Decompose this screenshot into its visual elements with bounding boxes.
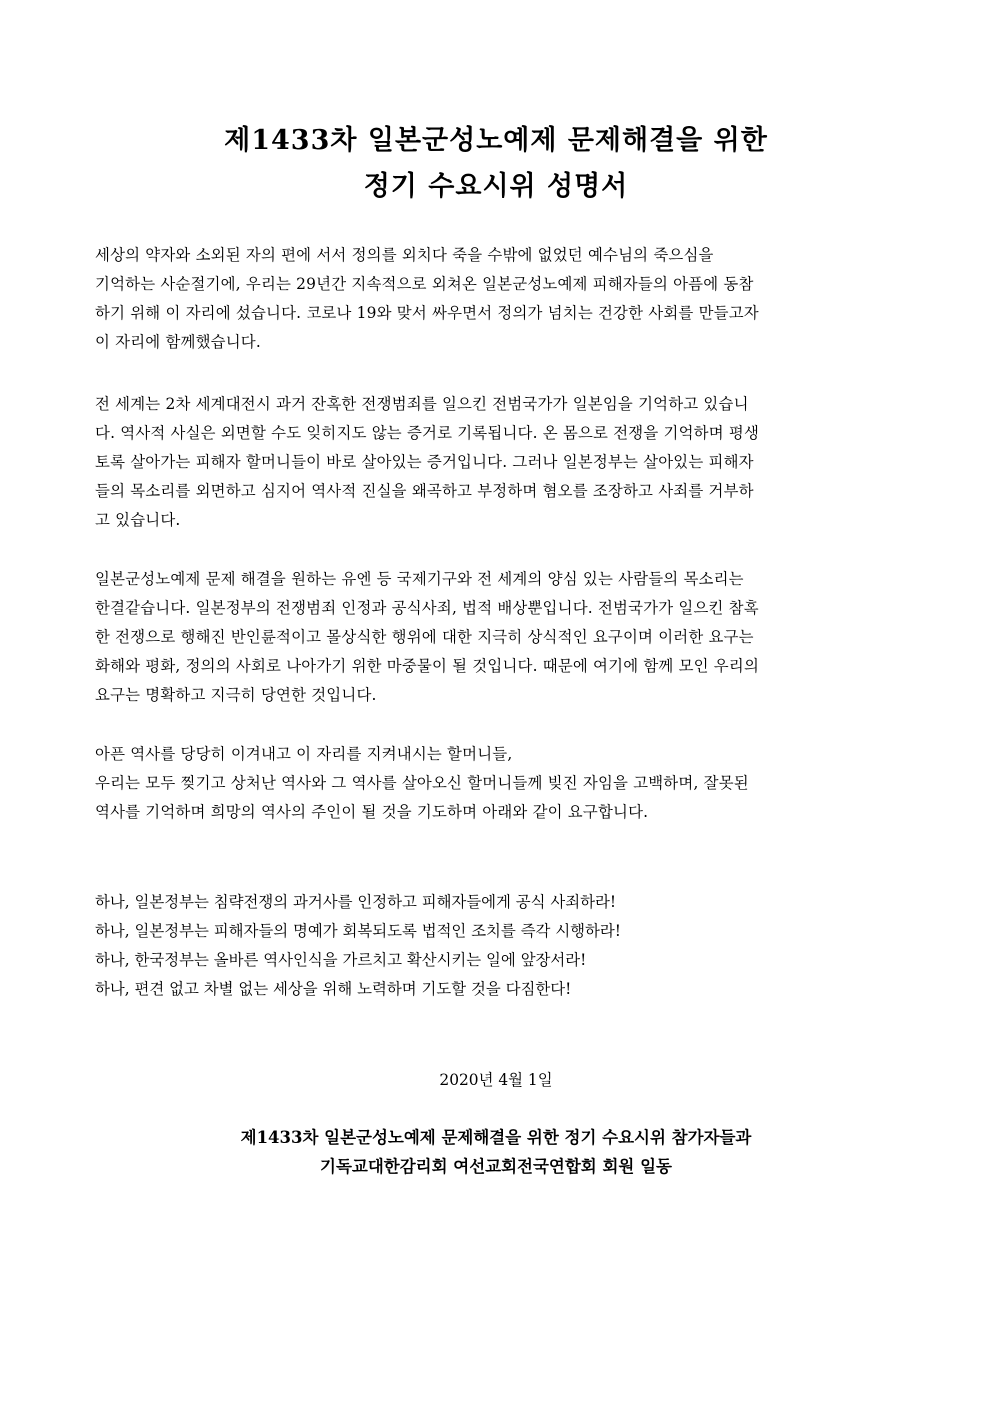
paragraph-line: 하기 위해 이 자리에 섰습니다. 코로나 19와 맞서 싸우면서 정의가 넘치는 건강한 사회를 만들고자 [95, 304, 759, 322]
paragraph-line: 다. 역사적 사실은 외면할 수도 잊히지도 않는 증거로 기록됩니다. 온 몸으로 전쟁을 기억하며 평생 [95, 424, 760, 442]
paragraph-line: 세상의 약자와 소외된 자의 편에 서서 정의를 외치다 죽을 수밖에 없었던 예수님의 죽으심을 [95, 246, 714, 264]
paragraph-3 [95, 565, 898, 710]
title-line-2: 정기 수요시위 성명서 [363, 171, 629, 202]
paragraph-line: 한결같습니다. 일본정부의 전쟁범죄 인정과 공식사죄, 법적 배상뿐입니다. 전범국가가 일으킨 참혹 [95, 599, 759, 617]
paragraph-line: 한 전쟁으로 행해진 반인륜적이고 몰상식한 행위에 대한 지극히 상식적인 요구이며 이러한 요구는 [95, 628, 754, 646]
paragraph-line: 일본군성노예제 문제 해결을 원하는 유엔 등 국제기구와 전 세계의 양심 있는 사람들의 목소리는 [95, 570, 744, 588]
demand-item: 하나, 편견 없고 차별 없는 세상을 위해 노력하며 기도할 것을 다짐한다! [95, 980, 572, 998]
paragraph-line: 토록 살아가는 피해자 할머니들이 바로 살아있는 증거입니다. 그러나 일본정부는 살아있는 피해자 [95, 453, 754, 471]
paragraph-line: 기억하는 사순절기에, 우리는 29년간 지속적으로 외쳐온 일본군성노예제 피해자들의 아픔에 동참 [95, 275, 754, 293]
paragraph-line: 전 세계는 2차 세계대전시 과거 잔혹한 전쟁범죄를 일으킨 전범국가가 일본임을 기억하고 있습니 [95, 395, 749, 413]
paragraph-line: 역사를 기억하며 희망의 역사의 주인이 될 것을 기도하며 아래와 같이 요구합니다. [95, 803, 649, 821]
paragraph-line: 우리는 모두 찢기고 상처난 역사와 그 역사를 살아오신 할머니들께 빚진 자임을 고백하며, 잘못된 [95, 774, 749, 792]
paragraph-line: 화해와 평화, 정의의 사회로 나아가기 위한 마중물이 될 것입니다. 때문에 여기에 함께 모인 우리의 [95, 657, 760, 675]
demand-item: 하나, 일본정부는 침략전쟁의 과거사를 인정하고 피해자들에게 공식 사죄하라! [95, 893, 617, 911]
paragraph-2 [95, 390, 898, 535]
paragraph-line: 요구는 명확하고 지극히 당연한 것입니다. [95, 686, 377, 704]
paragraph-line: 이 자리에 함께했습니다. [95, 333, 261, 351]
demands-list [95, 888, 621, 1004]
document-title [0, 118, 992, 210]
paragraph-1 [95, 241, 898, 357]
demand-item: 하나, 한국정부는 올바른 역사인식을 가르치고 확산시키는 일에 앞장서라! [95, 951, 587, 969]
statement-date: 2020년 4월 1일 [439, 1071, 553, 1089]
paragraph-line: 아픈 역사를 당당히 이겨내고 이 자리를 지켜내시는 할머니들, [95, 745, 513, 763]
paragraph-4 [95, 740, 898, 827]
signature-block [0, 1123, 992, 1181]
paragraph-line: 들의 목소리를 외면하고 심지어 역사적 진실을 왜곡하고 부정하며 혐오를 조장하고 사죄를 거부하 [95, 482, 754, 500]
demand-item: 하나, 일본정부는 피해자들의 명예가 회복되도록 법적인 조치를 즉각 시행하라! [95, 922, 621, 940]
signature-line-1: 제1433차 일본군성노예제 문제해결을 위한 정기 수요시위 참가자들과 [240, 1128, 752, 1147]
paragraph-line: 고 있습니다. [95, 511, 181, 529]
signature-line-2: 기독교대한감리회 여선교회전국연합회 회원 일동 [320, 1157, 672, 1176]
title-line-1: 제1433차 일본군성노예제 문제해결을 위한 [224, 125, 768, 156]
